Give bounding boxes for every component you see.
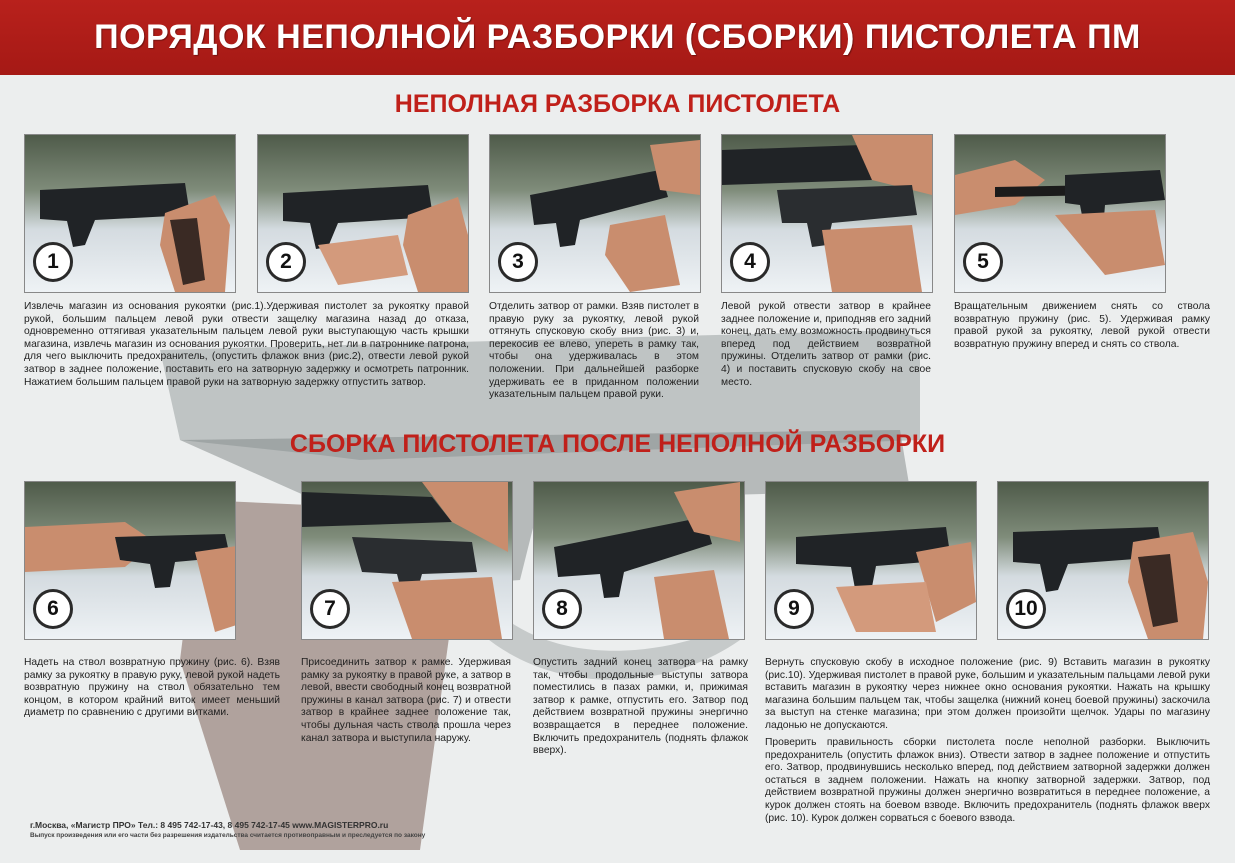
step-number: 3 [498, 242, 538, 282]
step-7-description: Присоединить затвор к рамке. Удерживая рамку за рукоятку в правой руке, а затвор в левой, ввести свободный конец возвратной пружины в канал затвора (рис. 7) и отвести затвор в крайнее заднее положение так, чтобы дульная часть ствола прошла через канал затвора и выступила наружу. [301, 657, 511, 744]
photo-step-7 [301, 481, 513, 640]
footer [30, 820, 490, 839]
step-number: 4 [730, 242, 770, 282]
step-3-description: Отделить затвор от рамки. Взяв пистолет в правую руку за рукоятку, левой рукой оттянуть спусковую скобу вниз (рис. 3) и, перекосив ее влево, упереть в рамку так, чтобы она удерживалась в этом положении. При дальнейшей разборке удерживать ее в приданном положении указательным пальцем правой руки. [489, 301, 699, 401]
page-title: ПОРЯДОК НЕПОЛНОЙ РАЗБОРКИ (СБОРКИ) ПИСТОЛЕТА ПМ [94, 18, 1141, 56]
step-number: 7 [310, 589, 350, 629]
step-number: 1 [33, 242, 73, 282]
photo-step-3 [489, 134, 701, 293]
step-4-description: Левой рукой отвести затвор в крайнее заднее положение и, приподняв его задний конец, дать ему возможность продвинуться вперед под действием возвратной пружины. Отделить затвор от рамки (рис. 4) и поставить спусковую скобу на свое место. [721, 301, 931, 388]
step-number: 9 [774, 589, 814, 629]
photo-step-8 [533, 481, 745, 640]
publisher-contacts: г.Москва, «Магистр ПРО» Тел.: 8 495 742-17-43, 8 495 742-17-45 www.MAGISTERPRO.ru [30, 820, 389, 830]
step-number: 5 [963, 242, 1003, 282]
photo-step-6 [24, 481, 236, 640]
section-title-assembly: СБОРКА ПИСТОЛЕТА ПОСЛЕ НЕПОЛНОЙ РАЗБОРКИ [289, 430, 946, 458]
assembly-check-description: Проверить правильность сборки пистолета после неполной разборки. Выключить предохранитель (опустить флажок вниз). Отвести затвор в заднее положение и отпустить его. Затвор, продвинувшись несколько вперед, под действием затворной задержки должен остаться в заднем положении. Нажать на кнопку затворной задержки. Затвор, под действием возвратной пружины должен энергично возвратиться в переднее положение, а курок должен стоять на боевом взводе. Включить предохранитель (поднять флажок вверх (рис. 10). Курок должен сорваться с боевого взвода. [765, 737, 1210, 824]
step-6-description: Надеть на ствол возвратную пружину (рис. 6). Взяв рамку за рукоятку в правую руку, левой рукой надеть возвратную пружину на ствол обязательно тем концом, в котором крайний виток имеет меньший диаметр по сравнению с другими витками. [24, 657, 280, 719]
photo-step-1 [24, 134, 236, 293]
step-number: 10 [1006, 589, 1046, 629]
step-8-description: Опустить задний конец затвора на рамку так, чтобы продольные выступы затвора поместились в пазах рамки, и, прижимая затвор к рамке, отпустить его. Затвор под действием возвратной пружины энергично возвращается в переднее положение. Включить предохранитель (поднять флажок вверх). [533, 657, 748, 757]
header-banner [0, 0, 1235, 75]
photo-step-5 [954, 134, 1166, 293]
section-title-disassembly: НЕПОЛНАЯ РАЗБОРКА ПИСТОЛЕТА [394, 90, 841, 118]
copyright-notice: Выпуск произведения или его части без разрешения издательства считается противоправным и преследуется по закону [30, 832, 426, 839]
step-number: 8 [542, 589, 582, 629]
step-1-2-description: Извлечь магазин из основания рукоятки (рис.1).Удерживая пистолет за рукоятку правой рукой, большим пальцем левой руки отвести защелку магазина назад до отказа, одновременно оттягивая указательным пальцем левой руки выступающую часть крышки магазина, извлечь магазин из основания рукоятки. Проверить, нет ли в патроннике патрона, для чего выключить предохранитель, (опустить флажок вниз (рис.2), отвести левой рукой затвор в заднее положение, поставить его на затворную задержку и осмотреть патронник. Нажатием большим пальцем правой руки на затворную задержку отпустить затвор. [24, 301, 469, 388]
step-number: 2 [266, 242, 306, 282]
step-9-10-description: Вернуть спусковую скобу в исходное положение (рис. 9) Вставить магазин в рукоятку (рис.10). Удерживая пистолет в правой руке, большим и указательным пальцами левой руки вставить магазин в рукоятку через нижнее окно основания рукоятки. Нажать на крышку магазина большим пальцем так, чтобы защелка (нижний конец боевой пружины) заскочила за выступ на стенке магазина; при этом должен произойти щелчок. Удары по магазину ладонью не допускаются. [765, 657, 1210, 731]
photo-step-2 [257, 134, 469, 293]
step-5-description: Вращательным движением снять со ствола возвратную пружину (рис. 5). Удерживая рамку правой рукой за рукоятку, левой рукой отвести возвратную пружину вперед и снять со ствола. [954, 301, 1210, 350]
photo-step-4 [721, 134, 933, 293]
step-number: 6 [33, 589, 73, 629]
photo-step-10 [997, 481, 1209, 640]
photo-step-9 [765, 481, 977, 640]
